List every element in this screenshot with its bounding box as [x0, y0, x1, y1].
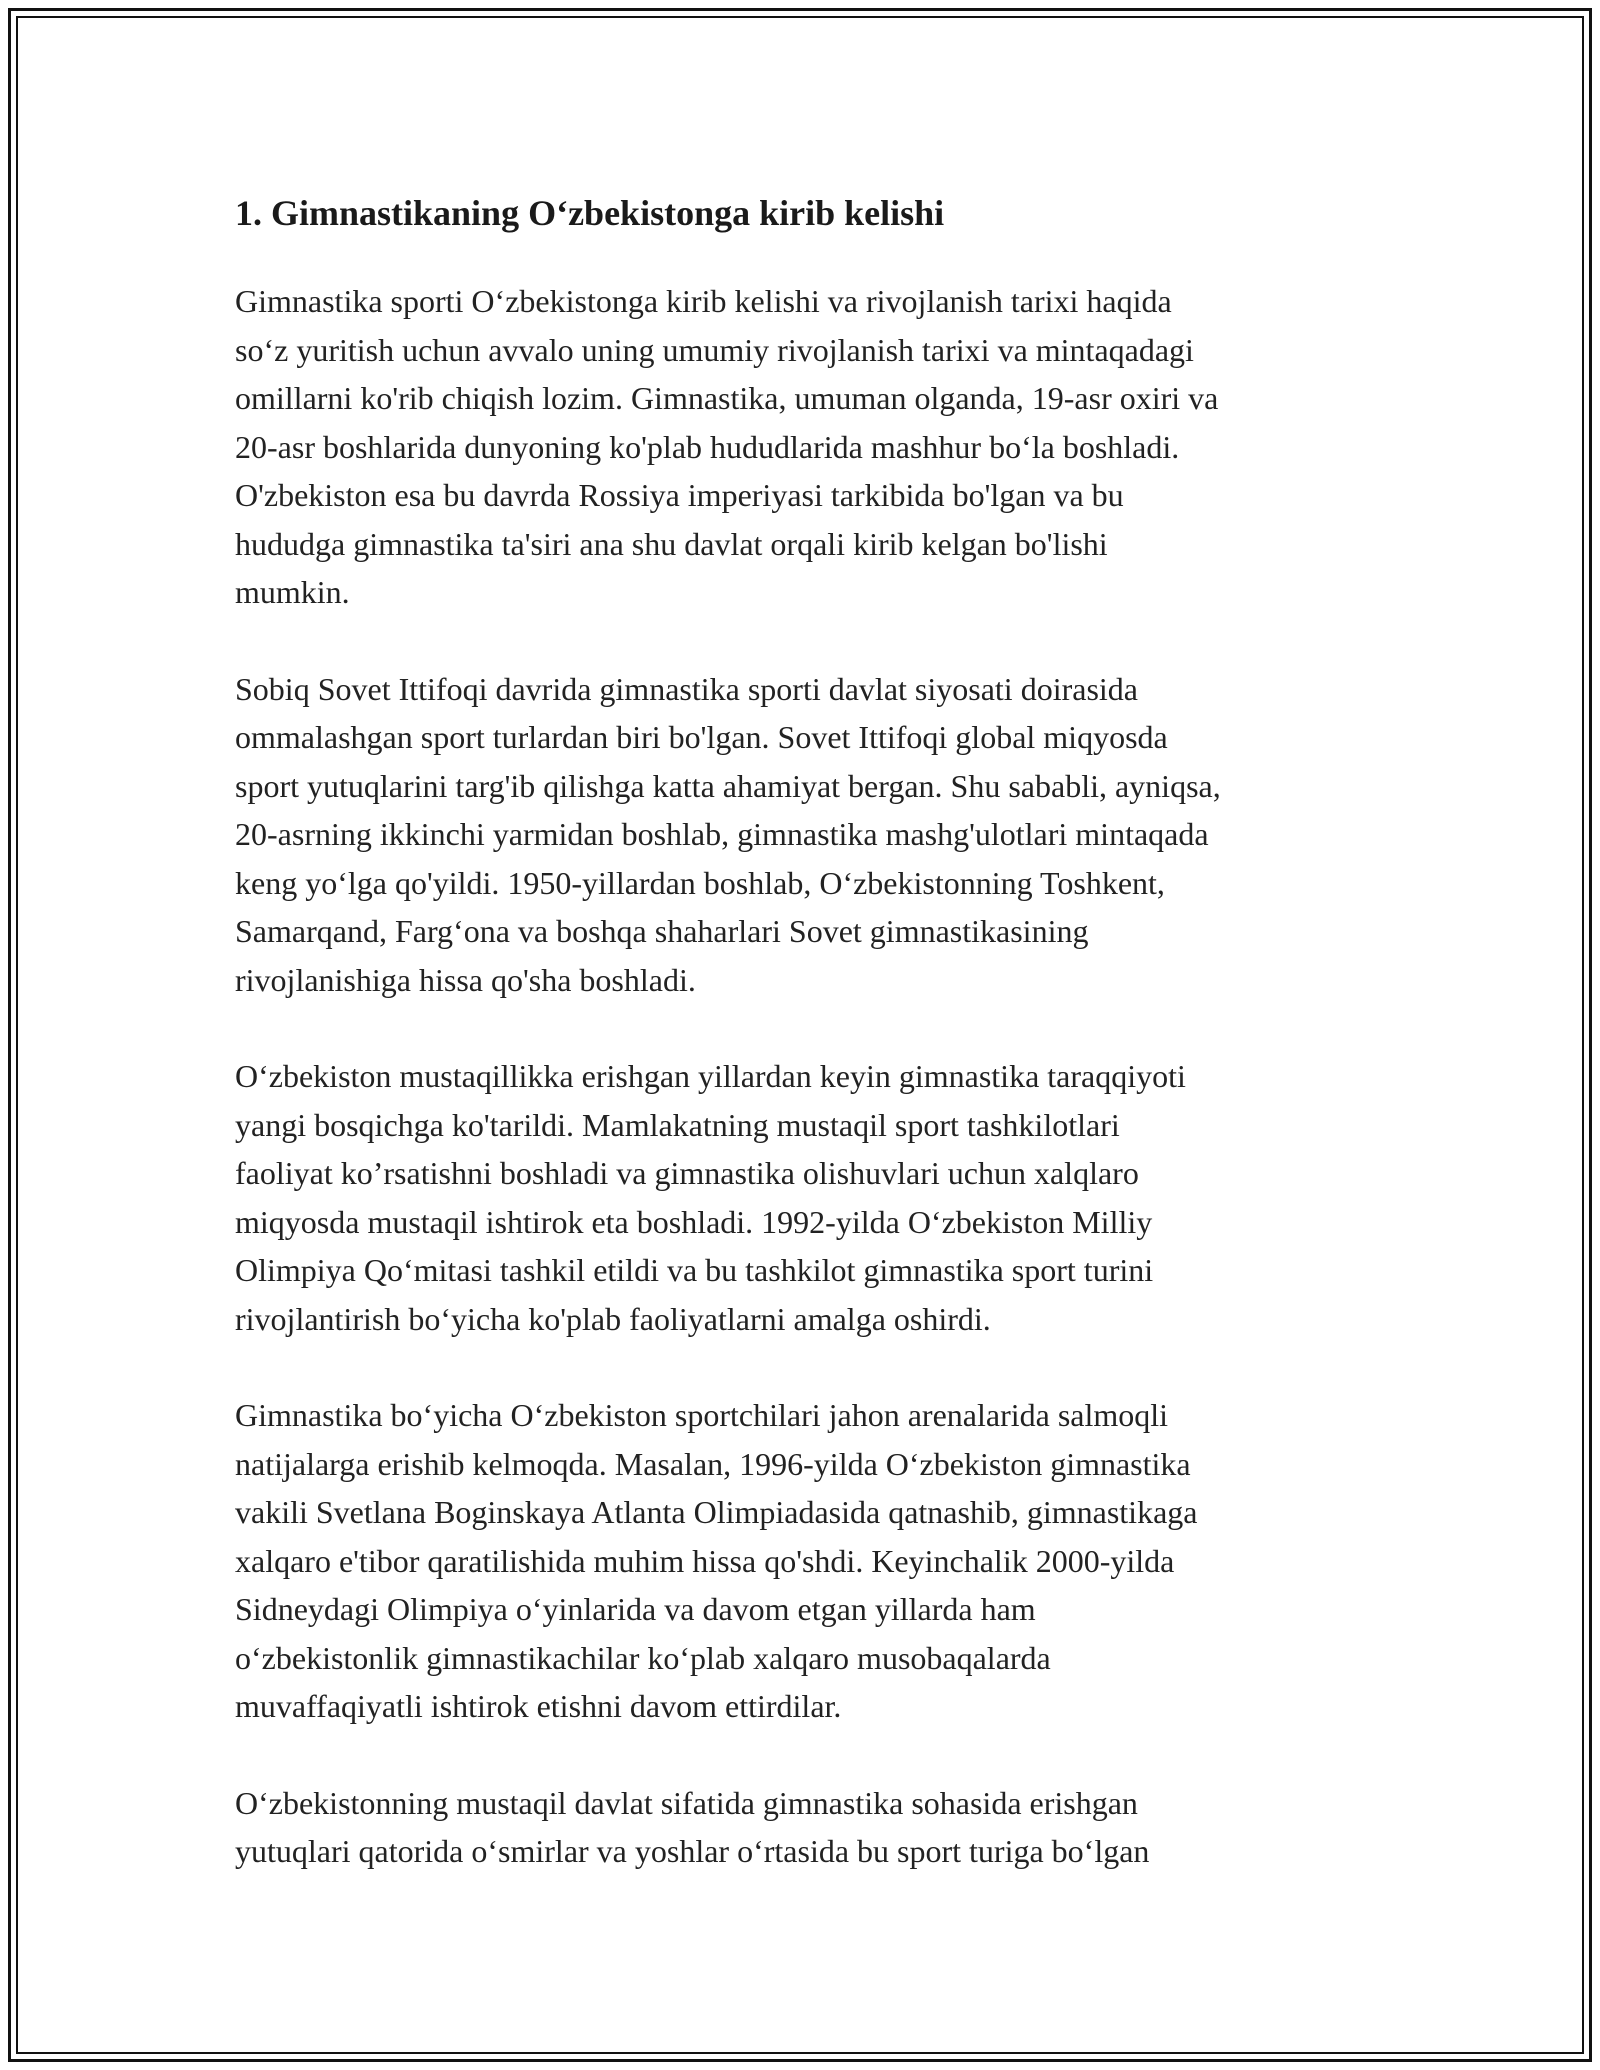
- paragraph-line: sport yutuqlarini targ'ib qilishga katta ahamiyat bergan. Shu sababli, ayniqsa,: [235, 767, 1221, 804]
- paragraph-line: hududga gimnastika ta'siri ana shu davlat orqali kirib kelgan bo'lishi: [235, 525, 1108, 562]
- paragraph-line: Sidneydagi Olimpiya o‘yinlarida va davom etgan yillarda ham: [235, 1591, 1036, 1627]
- paragraph-line: keng yo‘lga qo'yildi. 1950-yillardan boshlab, O‘zbekistonning Toshkent,: [235, 864, 1165, 901]
- paragraph-line: natijalarga erishib kelmoqda. Masalan, 1996-yilda O‘zbekiston gimnastika: [235, 1445, 1191, 1482]
- paragraph-line: 20-asrning ikkinchi yarmidan boshlab, gimnastika mashg'ulotlari mintaqada: [235, 816, 1209, 852]
- paragraph-3: [235, 1052, 1385, 1343]
- paragraph-line: Gimnastika bo‘yicha O‘zbekiston sportchilari jahon arenalarida salmoqli: [235, 1397, 1169, 1433]
- paragraph-2: [235, 665, 1385, 1005]
- paragraph-line: O'zbekiston esa bu davrda Rossiya imperiyasi tarkibida bo'lgan va bu: [235, 477, 1124, 513]
- paragraph-line: faoliyat ko’rsatishni boshladi va gimnastika olishuvlari uchun xalqlaro: [235, 1155, 1139, 1191]
- section-heading: 1. Gimnastikaning O‘zbekistonga kirib kelishi: [235, 193, 945, 233]
- paragraph-line: vakili Svetlana Boginskaya Atlanta Olimpiadasida qatnashib, gimnastikaga: [235, 1494, 1198, 1530]
- paragraph-line: Olimpiya Qo‘mitasi tashkil etildi va bu tashkilot gimnastika sport turini: [235, 1252, 1154, 1288]
- paragraph-1: [235, 277, 1385, 617]
- paragraph-4: [235, 1391, 1385, 1731]
- paragraph-line: o‘zbekistonlik gimnastikachilar ko‘plab xalqaro musobaqalarda: [235, 1639, 1051, 1676]
- paragraph-line: so‘z yuritish uchun avvalo uning umumiy rivojlanish tarixi va mintaqadagi: [235, 331, 1194, 368]
- paragraph-line: O‘zbekiston mustaqillikka erishgan yillardan keyin gimnastika taraqqiyoti: [235, 1058, 1186, 1094]
- paragraph-line: omillarni ko'rib chiqish lozim. Gimnastika, umuman olganda, 19-asr oxiri va: [235, 380, 1219, 416]
- paragraph-line: yangi bosqichga ko'tarildi. Mamlakatning mustaqil sport tashkilotlari: [235, 1106, 1120, 1143]
- paragraph-line: 20-asr boshlarida dunyoning ko'plab hududlarida mashhur bo‘la boshladi.: [235, 428, 1180, 465]
- paragraph-line: yutuqlari qatorida o‘smirlar va yoshlar o‘rtasida bu sport turiga bo‘lgan: [235, 1833, 1150, 1869]
- paragraph-5: [235, 1779, 1385, 1876]
- paragraph-line: rivojlanishiga hissa qo'sha boshladi.: [235, 961, 696, 998]
- paragraph-line: muvaffaqiyatli ishtirok etishni davom ettirdilar.: [235, 1688, 842, 1724]
- paragraph-line: Samarqand, Farg‘ona va boshqa shaharlari Sovet gimnastikasining: [235, 913, 1089, 949]
- paragraph-line: Gimnastika sporti O‘zbekistonga kirib kelishi va rivojlanish tarixi haqida: [235, 283, 1172, 319]
- paragraph-line: miqyosda mustaqil ishtirok eta boshladi. 1992-yilda O‘zbekiston Milliy: [235, 1203, 1153, 1240]
- document-content: [235, 185, 1385, 1924]
- paragraph-line: ommalashgan sport turlardan biri bo'lgan. Sovet Ittifoqi global miqyosda: [235, 719, 1168, 755]
- paragraph-line: xalqaro e'tibor qaratilishida muhim hissa qo'shdi. Keyinchalik 2000-yilda: [235, 1542, 1175, 1579]
- paragraph-line: mumkin.: [235, 574, 350, 610]
- paragraph-line: Sobiq Sovet Ittifoqi davrida gimnastika sporti davlat siyosati doirasida: [235, 670, 1138, 707]
- paragraph-line: rivojlantirish bo‘yicha ko'plab faoliyatlarni amalga oshirdi.: [235, 1300, 991, 1337]
- paragraph-line: O‘zbekistonning mustaqil davlat sifatida gimnastika sohasida erishgan: [235, 1784, 1138, 1821]
